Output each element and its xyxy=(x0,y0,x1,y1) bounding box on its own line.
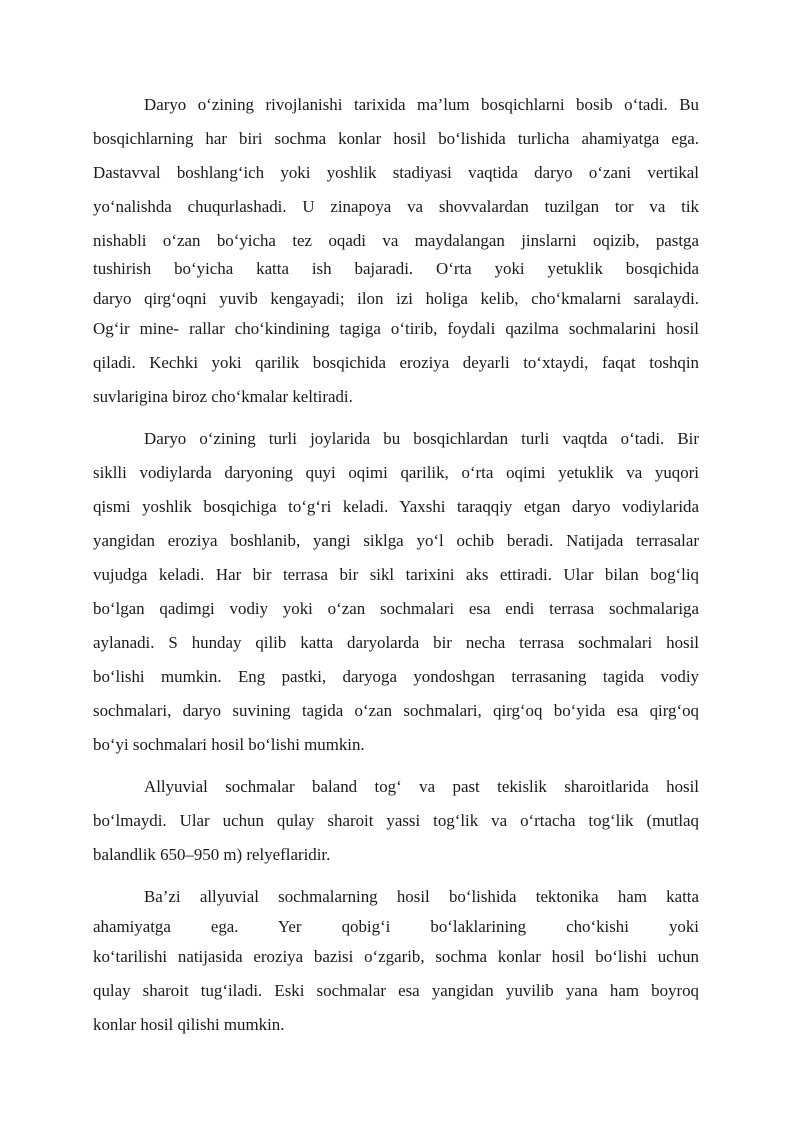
paragraph-3-line-1: Allyuvial sochmalar baland tog‘ va past tekislik sharoitlarida hosil xyxy=(144,777,699,796)
paragraph-4-line-3: ko‘tarilishi natijasida eroziya bazisi o‘zgarib, sochma konlar hosil bo‘lishi uchun xyxy=(93,947,699,966)
paragraph-2-line-5: vujudga keladi. Har bir terrasa bir sikl tarixini aks ettiradi. Ular bilan bog‘liq xyxy=(93,565,699,584)
paragraph-2-line-6: bo‘lgan qadimgi vodiy yoki o‘zan sochmalari esa endi terrasa sochmalariga xyxy=(93,599,699,618)
paragraph-2-line-8: bo‘lishi mumkin. Eng pastki, daryoga yondoshgan terrasaning tagida vodiy xyxy=(93,667,699,686)
paragraph-4-line-2: ahamiyatga ega. Yer qobig‘i bo‘laklarining cho‘kishi yoki xyxy=(93,917,699,936)
paragraph-1-line-5: nishabli o‘zan bo‘yicha tez oqadi va maydalangan jinslarni oqizib, pastga xyxy=(93,231,699,250)
paragraph-2-line-7: aylanadi. S hunday qilib katta daryolarda bir necha terrasa sochmalari hosil xyxy=(93,633,699,652)
paragraph-2-line-4: yangidan eroziya boshlanib, yangi siklga yo‘l ochib beradi. Natijada terrasalar xyxy=(93,531,699,550)
paragraph-1-line-2: bosqichlarning har biri sochma konlar hosil bo‘lishida turlicha ahamiyatga ega. xyxy=(93,129,699,148)
paragraph-1-line-7: daryo qirg‘oqni yuvib kengayadi; ilon izi holiga kelib, cho‘kmalarni saralaydi. xyxy=(93,289,699,308)
paragraph-1-line-1: Daryo o‘zining rivojlanishi tarixida ma’lum bosqichlarni bosib o‘tadi. Bu xyxy=(144,95,699,114)
paragraph-1-line-9: qiladi. Kechki yoki qarilik bosqichida eroziya deyarli to‘xtaydi, faqat toshqin xyxy=(93,353,699,372)
paragraph-4-line-4: qulay sharoit tug‘iladi. Eski sochmalar esa yangidan yuvilib yana ham boyroq xyxy=(93,981,699,1000)
paragraph-3-line-2: bo‘lmaydi. Ular uchun qulay sharoit yassi tog‘lik va o‘rtacha tog‘lik (mutlaq xyxy=(93,811,699,830)
paragraph-1-line-10: suvlarigina biroz cho‘kmalar keltiradi. xyxy=(93,387,353,406)
paragraph-3-line-3: balandlik 650–950 m) relyeflaridir. xyxy=(93,845,331,864)
paragraph-2-line-10: bo‘yi sochmalari hosil bo‘lishi mumkin. xyxy=(93,735,365,754)
paragraph-2-line-3: qismi yoshlik bosqichiga to‘g‘ri keladi. Yaxshi taraqqiy etgan daryo vodiylarida xyxy=(93,497,699,516)
paragraph-4-line-5: konlar hosil qilishi mumkin. xyxy=(93,1015,285,1034)
paragraph-2-line-9: sochmalari, daryo suvining tagida o‘zan sochmalari, qirg‘oq bo‘yida esa qirg‘oq xyxy=(93,701,699,720)
paragraph-1-line-8: Og‘ir mine- rallar cho‘kindining tagiga o‘tirib, foydali qazilma sochmalarini hosil xyxy=(93,319,699,338)
paragraph-1-line-3: Dastavval boshlang‘ich yoki yoshlik stadiyasi vaqtida daryo o‘zani vertikal xyxy=(93,163,699,182)
paragraph-2-line-2: siklli vodiylarda daryoning quyi oqimi qarilik, o‘rta oqimi yetuklik va yuqori xyxy=(93,463,699,482)
paragraph-2-line-1: Daryo o‘zining turli joylarida bu bosqichlardan turli vaqtda o‘tadi. Bir xyxy=(144,429,699,448)
paragraph-1-line-4: yo‘nalishda chuqurlashadi. U zinapoya va shovvalardan tuzilgan tor va tik xyxy=(93,197,699,216)
paragraph-4-line-1: Ba’zi allyuvial sochmalarning hosil bo‘lishida tektonika ham katta xyxy=(144,887,699,906)
paragraph-1-line-6: tushirish bo‘yicha katta ish bajaradi. O‘rta yoki yetuklik bosqichida xyxy=(93,259,699,278)
